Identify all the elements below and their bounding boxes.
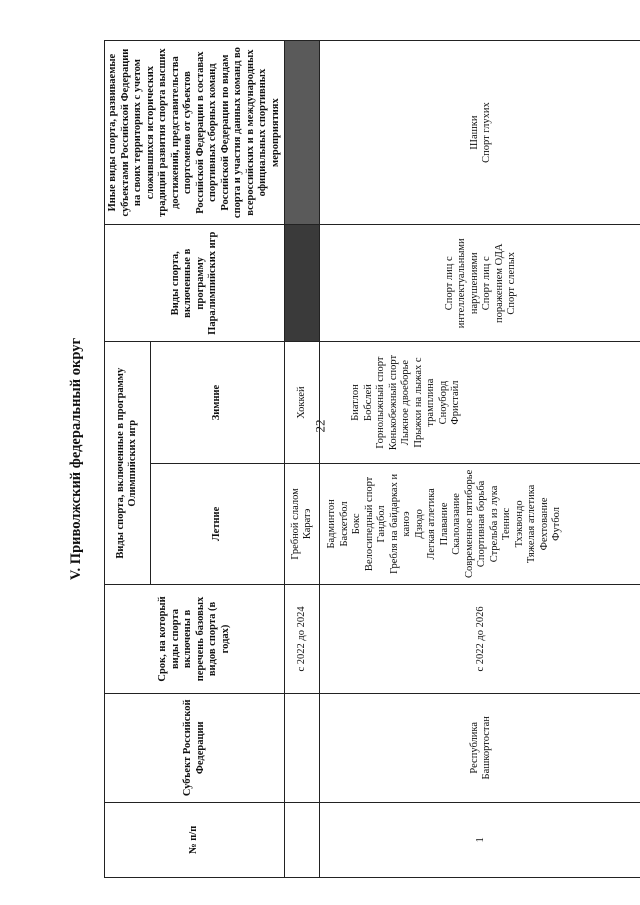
sport-item: Гребля на байдарках и каноэ [388,473,412,574]
sport-item: Лыжное двоеборье [400,359,411,446]
sports-table [104,40,640,878]
sport-item: Бадминтон [326,499,337,549]
sport-item: Спорт глухих [481,102,492,163]
cell-other [320,41,640,225]
header-other: Иные виды спорта, развиваемые субъектами Российской Федерации на своих территориях с учетом сложившихся исторических традиций развития спорта высших достижений, представительства спортсменов от субъектов Российской Федерации в составах спортивных сборных команд Российской Федерации по видам спорта и участия данных команд во всероссийских и в международных официальных спортивных мероприятиях [105,41,285,225]
cell-other-shaded [285,41,320,225]
page-title: V. Приволжский федеральный округ [68,337,84,581]
sport-item: Тяжелая атлетика [526,484,537,564]
sport-item: Теннис [501,507,512,540]
cell-term: с 2022 до 2024 [285,585,320,694]
sport-item: Шашки [468,115,480,150]
sport-item: Спорт лиц с поражением ОДА [481,243,505,324]
sport-item: Футбол [551,506,562,541]
header-row-1 [105,41,151,878]
sport-item: Дзюдо [413,509,425,539]
sport-item: Современное пятиборье [463,469,475,579]
sport-item: Бобслей [362,384,374,421]
sport-item: Горнолыжный спорт [375,356,386,449]
sport-item: Стрельба из лука [488,485,500,563]
header-paralympic: Виды спорта, включенные в программу Паралимпийских игр [105,225,285,342]
sport-item: Гандбол [376,505,387,543]
sport-item: Фристайл [450,380,461,425]
sport-item: Гребной слалом [289,488,301,560]
sport-item: Конькобежный спорт [387,354,399,451]
header-winter: Зимние [150,342,284,463]
sport-item: Фехтование [538,497,550,551]
header-olympic: Виды спорта, включенные в программу Олимпийских игр [105,342,151,585]
cell-paralympic [320,225,640,342]
cell-paralympic-shaded [285,225,320,342]
page-number: 22 [312,419,327,433]
header-subject: Субъект Российской Федерации [105,693,285,802]
sport-item: Плавание [438,502,450,546]
sport-item: Спорт слепых [506,251,517,315]
sport-item: Каратэ [302,508,313,540]
sport-item: Спорт лиц с интеллектуальными нарушениями [443,238,480,329]
header-num: № п/п [105,802,285,877]
cell-winter: Хоккей [285,342,320,463]
sport-item: Бокс [351,513,362,535]
cell-winter [320,342,640,463]
cell-subject: Республика Башкортостан [320,693,640,802]
header-summer: Летние [150,463,284,584]
cell-num: 1 [320,802,640,877]
cell-summer [320,463,640,584]
sport-item: Велосипедный спорт [363,476,375,572]
table-row [285,41,320,878]
sport-item: Скалолазание [451,493,462,555]
rotated-page-content [56,40,596,878]
cell-term: с 2022 до 2026 [320,585,640,694]
header-term: Срок, на который виды спорта включены в перечень базовых видов спорта (в годах) [105,585,285,694]
sport-item: Тхэквондо [513,500,525,548]
cell-num-empty [285,802,320,877]
sport-item: Легкая атлетика [426,488,437,560]
sport-item: Прыжки на лыжах с трамплина [412,357,436,448]
table-row [320,41,640,878]
cell-subject-empty [285,693,320,802]
sport-item: Баскетбол [338,501,350,547]
sport-item: Спортивная борьба [476,480,487,568]
sport-item: Биатлон [350,384,361,421]
sport-item: Сноуборд [437,380,449,425]
cell-summer [285,463,320,584]
